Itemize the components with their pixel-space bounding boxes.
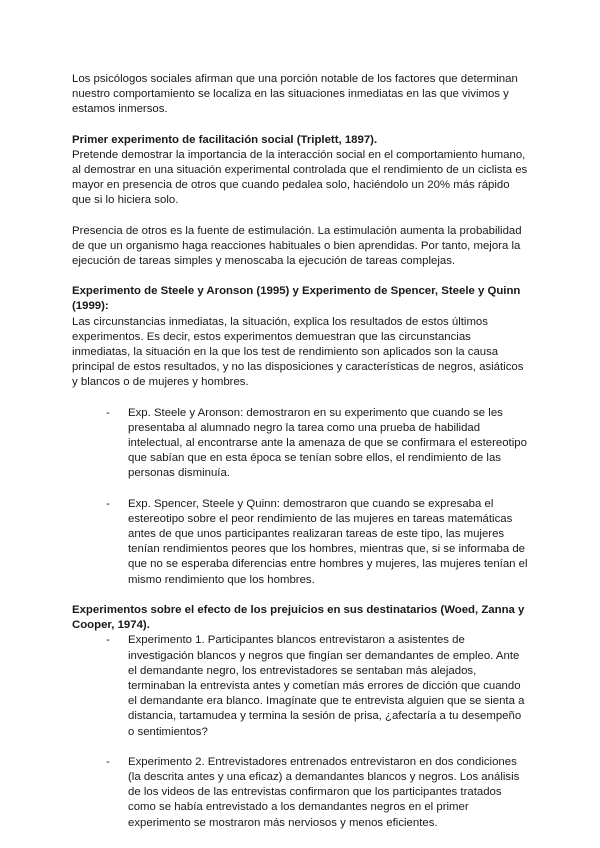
list-item: - Exp. Steele y Aronson: demostraron en su experimento que cuando se les presentaba al alumnado negro la tarea como una prueba de habilidad intelectual, al encontrarse ante la amenaza de que se confirmara el estereotipo que sabían que en esta época se tenían sobre ellos, el rendimiento de las personas disminuía. — [106, 406, 528, 482]
list-item: - Exp. Spencer, Steele y Quinn: demostraron que cuando se expresaba el estereotipo sobre el peor rendimiento de las mujeres en tareas matemáticas antes de que unos participantes realizaran tareas de este tipo, las mujeres tenían rendimientos peores que los hombres, mientras que, si se informaba de que no se esperaba diferencias entre hombres y mujeres, las mujeres tenían el mismo rendimiento que los hombres. — [106, 497, 528, 588]
section1-heading: Primer experimento de facilitación social (Triplett, 1897). — [72, 133, 378, 146]
list-item: - Experimento 1. Participantes blancos entrevistaron a asistentes de investigación blancos y negros que fingían ser demandantes de empleo. Ante el demandante negro, los entrevistadores se sentaban más alejados, terminaban la entrevista antes y cometían más errores de dicción que cuando el demandante era blanco. Imagínate que te entrevista alguien que se sienta a distancia, tartamudea y termina la sesión de prisa, ¿afectaría a tu desempeño o sentimientos? — [106, 633, 528, 739]
section1-paragraph: Pretende demostrar la importancia de la interacción social en el comportamiento humano, al demostrar en una situación experimental controlada que el rendimiento de un ciclista es mayor en presencia de otros que cuando pedalea solo, haciéndolo un 20% más rápido que si lo hiciera solo. — [72, 148, 528, 207]
section1-paragraph-2: Presencia de otros es la fuente de estimulación. La estimulación aumenta la probabilidad de que un organismo haga reacciones habituales o bien aprendidas. Por tanto, mejora la ejecución de tareas simples y menoscaba la ejecución de tareas complejas. — [72, 224, 522, 268]
section2-heading: Experimento de Steele y Aronson (1995) y Experimento de Spencer, Steele y Quinn (1999): — [72, 285, 521, 313]
intro-paragraph: Los psicólogos sociales afirman que una porción notable de los factores que determinan nuestro comportamiento se localiza en las situaciones inmediatas en las que vivimos y estamos inmersos. — [72, 73, 518, 116]
section3-list — [72, 633, 528, 830]
section2-list — [72, 406, 528, 588]
section2-paragraph: Las circunstancias inmediatas, la situación, explica los resultados de estos últimos experimentos. Es decir, estos experimentos demuestran que las circunstancias inmediatas, la situación en la que los test de rendimiento son aplicados son la causa principal de estos resultados, y no las disposiciones y características de negros, asiáticos y blancos o de mujeres y hombres. — [72, 315, 524, 389]
section3-heading: Experimentos sobre el efecto de los prejuicios en sus destinatarios (Woed, Zanna y Cooper, 1974). — [72, 603, 525, 632]
list-item: - Experimento 2. Entrevistadores entrenados entrevistaron en dos condiciones (la descrita antes y una eficaz) a demandantes blancos y negros. Los análisis de los videos de las entrevistas confirmaron que los participantes tratados como se había entrevistado a los demandantes negros en el primer experimento se mostraron más nerviosos y menos eficientes. — [106, 755, 528, 831]
